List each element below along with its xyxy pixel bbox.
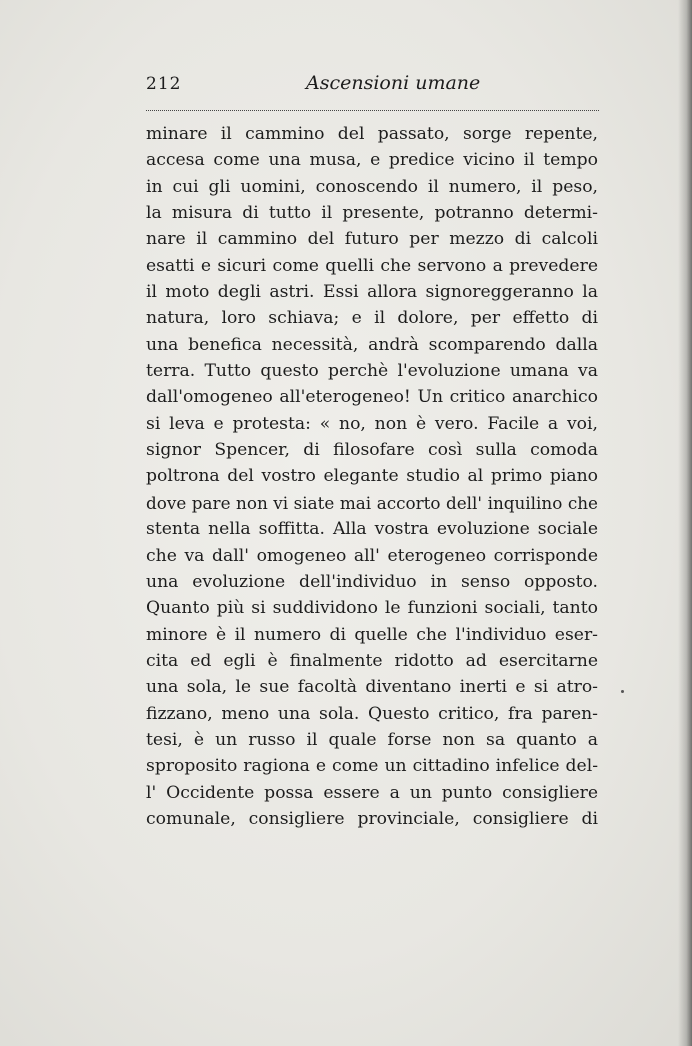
text-line: dove pare non vi siate mai accorto dell' inquilino che — [146, 492, 598, 513]
text-line: accesa come una musa, e predice vicino il tempo — [146, 150, 598, 171]
text-line: la misura di tutto il presente, potranno determi- — [146, 203, 598, 224]
text-line: una benefica necessità, andrà scomparendo dalla — [146, 334, 598, 355]
page-edge-shadow — [678, 0, 692, 1046]
text-line: poltrona del vostro elegante studio al primo piano — [146, 466, 598, 487]
text-line: minore è il numero di quelle che l'individuo eser- — [146, 624, 598, 645]
margin-speck — [621, 690, 624, 693]
text-line: esatti e sicuri come quelli che servono a prevedere — [146, 255, 598, 276]
text-line: il moto degli astri. Essi allora signoreggeranno la — [146, 282, 598, 303]
header-divider — [146, 110, 599, 111]
text-line: una sola, le sue facoltà diventano inerti e si atro- — [146, 677, 598, 698]
text-line: sproposito ragiona e come un cittadino infelice del- — [146, 756, 598, 777]
text-line: una evoluzione dell'individuo in senso opposto. — [146, 571, 598, 592]
text-line: nare il cammino del futuro per mezzo di calcoli — [146, 229, 598, 250]
running-title: Ascensioni umane — [306, 72, 481, 94]
text-line: natura, loro schiava; e il dolore, per effetto di — [146, 308, 598, 329]
text-line: che va dall' omogeneo all' eterogeneo corrisponde — [146, 545, 598, 566]
text-line: in cui gli uomini, conoscendo il numero, il peso, — [146, 176, 598, 197]
text-line: minare il cammino del passato, sorge repente, — [146, 124, 598, 144]
text-line: cita ed egli è finalmente ridotto ad esercitarne — [146, 650, 598, 671]
text-line: l' Occidente possa essere a un punto consigliere — [146, 782, 598, 803]
body-text — [146, 121, 598, 832]
page-header — [146, 74, 598, 104]
page-number: 212 — [146, 74, 182, 94]
text-line: terra. Tutto questo perchè l'evoluzione umana va — [146, 361, 598, 382]
text-line: si leva e protesta: « no, non è vero. Facile a voi, — [146, 413, 598, 434]
text-line: fizzano, meno una sola. Questo critico, fra paren- — [146, 703, 598, 724]
text-line: Quanto più si suddividono le funzioni sociali, tanto — [146, 598, 598, 619]
text-line: stenta nella soffitta. Alla vostra evoluzione sociale — [146, 519, 598, 540]
text-line: dall'omogeneo all'eterogeneo! Un critico anarchico — [146, 387, 598, 408]
text-line: tesi, è un russo il quale forse non sa quanto a — [146, 729, 598, 750]
text-line: comunale, consigliere provinciale, consigliere di — [146, 808, 598, 829]
text-line: signor Spencer, di filosofare così sulla comoda — [146, 440, 598, 461]
